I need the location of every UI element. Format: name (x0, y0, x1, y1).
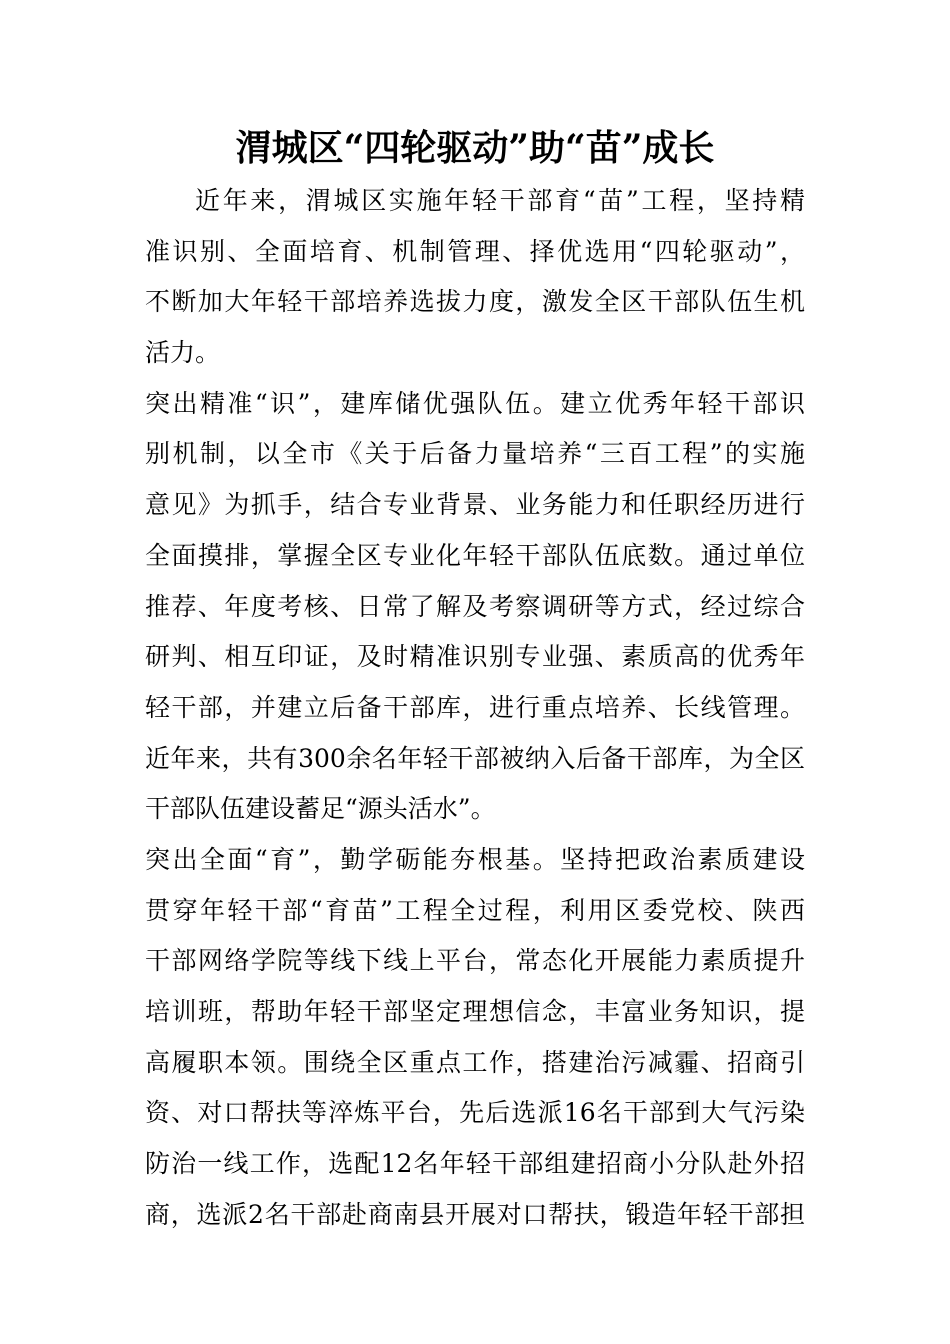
paragraph-line: 不断加大年轻干部培养选拔力度，激发全区干部队伍生机 (145, 287, 805, 317)
paragraph-line: 近年来，渭城区实施年轻干部育“苗”工程，坚持精 (195, 186, 805, 215)
paragraph-line: 贯穿年轻干部“育苗”工程全过程，利用区委党校、陕西 (145, 895, 805, 925)
paragraph-line: 培训班，帮助年轻干部坚定理想信念，丰富业务知识，提 (145, 997, 805, 1026)
paragraph-line: 商，选派2名干部赴商南县开展对口帮扶，锻造年轻干部担 (145, 1199, 805, 1229)
paragraph-line: 高履职本领。围绕全区重点工作，搭建治污减霾、招商引 (145, 1047, 805, 1077)
paragraph-line: 防治一线工作，选配12名年轻干部组建招商小分队赴外招 (145, 1149, 805, 1179)
paragraph-line: 资、对口帮扶等淬炼平台，先后选派16名干部到大气污染 (145, 1098, 805, 1128)
paragraph-line: 突出全面“育”，勤学砺能夯根基。坚持把政治素质建设 (145, 844, 805, 874)
paragraph-line: 准识别、全面培育、机制管理、择优选用“四轮驱动”， (145, 236, 805, 266)
paragraph-line: 全面摸排，掌握全区专业化年轻干部队伍底数。通过单位 (145, 540, 805, 570)
paragraph-line: 研判、相互印证，及时精准识别专业强、素质高的优秀年 (145, 642, 805, 672)
paragraph-line: 推荐、年度考核、日常了解及考察调研等方式，经过综合 (145, 591, 805, 621)
document-body (145, 176, 805, 1240)
paragraph-line: 干部队伍建设蓄足“源头活水”。 (145, 794, 496, 824)
paragraph-line: 意见》为抓手，结合专业背景、业务能力和任职经历进行 (145, 490, 805, 520)
paragraph-line: 干部网络学院等线下线上平台，常态化开展能力素质提升 (145, 946, 805, 976)
paragraph-line: 近年来，共有300余名年轻干部被纳入后备干部库，为全区 (145, 743, 805, 773)
paragraph-line: 突出精准“识”，建库储优强队伍。建立优秀年轻干部识 (145, 388, 805, 418)
paragraph-line: 轻干部，并建立后备干部库，进行重点培养、长线管理。 (145, 692, 805, 722)
document-title: 渭城区“四轮驱动”助“苗”成长 (235, 127, 715, 169)
paragraph-line: 别机制，以全市《关于后备力量培养“三百工程”的实施 (145, 439, 805, 469)
paragraph-line: 活力。 (145, 338, 221, 368)
